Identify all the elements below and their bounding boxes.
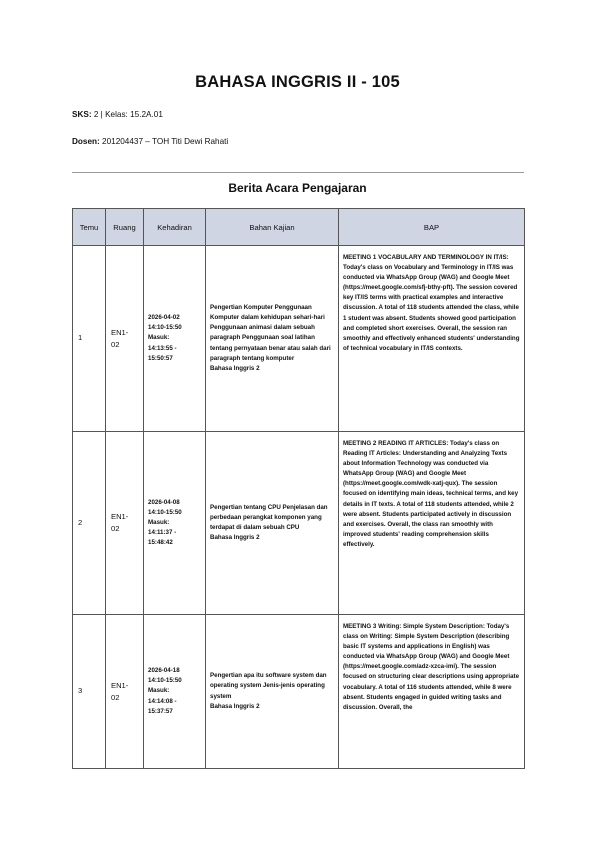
cell-bahan-kajian: Pengertian Komputer Penggunaan Komputer dalam kehidupan sehari-hari Penggunaan animasi dalam sebuah paragraph Penggunaan soal latihan tentang pernyataan benar atau salah dari paragraph tentang komputer Bahasa Inggris 2	[206, 246, 339, 432]
header-kehadiran: Kehadiran	[144, 209, 206, 246]
dosen-label: Dosen:	[72, 137, 100, 146]
table-row	[73, 246, 525, 432]
course-sks-line	[72, 110, 163, 119]
cell-bahan-kajian: Pengertian tentang CPU Penjelasan dan perbedaan perangkat komponen yang terdapat di dalam sebuah CPU Bahasa Inggris 2	[206, 432, 339, 615]
header-bahan-kajian: Bahan Kajian	[206, 209, 339, 246]
table-header-row	[73, 209, 525, 246]
cell-temu: 3	[73, 615, 106, 769]
course-dosen-line	[72, 137, 228, 146]
bap-text: MEETING 3 Writing: Simple System Description: Today's class on Writing: Simple System Description (describing basic IT systems and applications in English) was conducted via WhatsApp Group (WAG) and Google Meet (https://meet.google.com/adz-xzca-imi). The session focused on structuring clear descriptions using appropriate vocabulary. A total of 116 students attended, while 8 were absent. Students engaged in guided writing tasks and discussion. Overall, the	[343, 623, 520, 711]
bap-text: MEETING 1 VOCABULARY AND TERMINOLOGY IN IT/IS: Today's class on Vocabulary and Terminology in IT/IS was conducted via WhatsApp Group (WAG) and Google Meet (https://meet.google.com/sfj-bthy-pft). The session covered key IT/IS terms with practical examples and interactive discussion. A total of 118 students attended the class, while 1 student was absent. Students showed good participation and completed short exercises. Overall, the session ran smoothly and effectively enhanced students' understanding of technical vocabulary in IT/IS contexts.	[343, 254, 520, 352]
cell-ruang: EN1- 02	[106, 246, 144, 432]
header-ruang: Ruang	[106, 209, 144, 246]
cell-kehadiran: 2026-04-18 14:10-15:50 Masuk: 14:14:08 - 15:37:57	[144, 615, 206, 769]
cell-bap	[339, 246, 525, 432]
cell-ruang: EN1- 02	[106, 615, 144, 769]
cell-bap	[339, 432, 525, 615]
cell-temu: 2	[73, 432, 106, 615]
dosen-value: 201204437 – TOH Titi Dewi Rahati	[102, 137, 229, 146]
sks-value: 2 | Kelas: 15.2A.01	[93, 110, 163, 119]
divider	[72, 172, 524, 173]
course-title: BAHASA INGGRIS II - 105	[195, 73, 400, 91]
cell-kehadiran: 2026-04-02 14:10-15:50 Masuk: 14:13:55 - 15:50:57	[144, 246, 206, 432]
sks-label: SKS:	[72, 110, 92, 119]
cell-temu: 1	[73, 246, 106, 432]
bap-text: MEETING 2 READING IT ARTICLES: Today's class on Reading IT Articles: Understanding and Analyzing Texts about Information Technology was conducted via WhatsApp Group (WAG) and Google Meet (https://meet.google.com/wdk-xatj-qux). The session focused on identifying main ideas, technical terms, and key details in IT texts. A total of 118 students attended, while 2 were absent. Students participated actively in discussion and exercises. Overall, the class ran smoothly with improved students' reading comprehension skills effectively.	[343, 440, 519, 548]
cell-bahan-kajian: Pengertian apa itu software system dan operating system Jenis-jenis operating system Bahasa Inggris 2	[206, 615, 339, 769]
cell-bap	[339, 615, 525, 769]
table-row	[73, 615, 525, 769]
section-title: Berita Acara Pengajaran	[228, 181, 367, 195]
table-row	[73, 432, 525, 615]
header-bap: BAP	[339, 209, 525, 246]
cell-kehadiran: 2026-04-08 14:10-15:50 Masuk: 14:11:37 - 15:48:42	[144, 432, 206, 615]
bap-table	[72, 208, 525, 769]
cell-ruang: EN1- 02	[106, 432, 144, 615]
header-temu: Temu	[73, 209, 106, 246]
